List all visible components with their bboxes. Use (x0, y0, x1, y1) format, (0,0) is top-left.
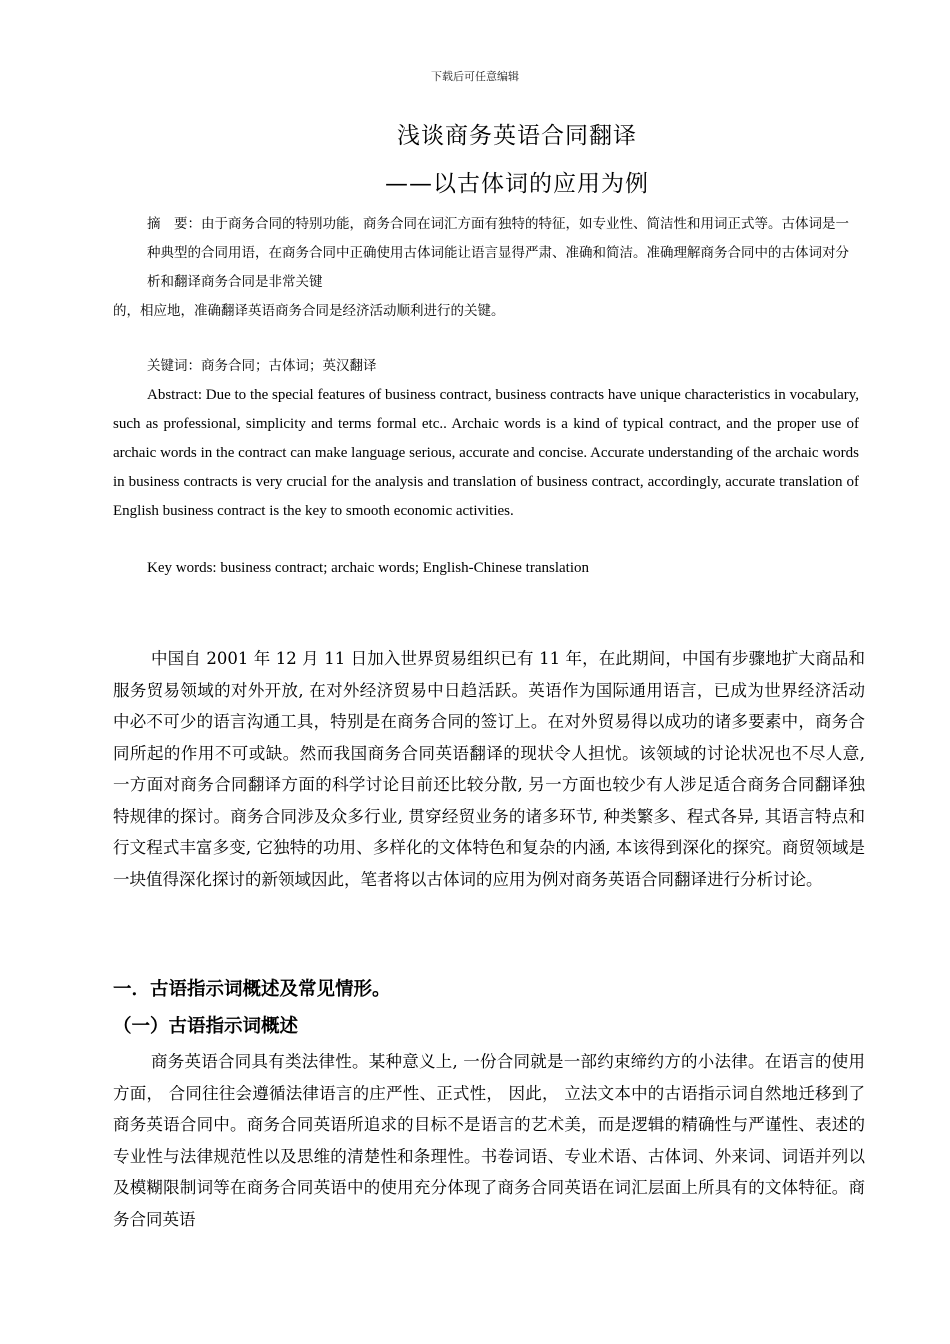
body-paragraph (113, 643, 865, 895)
keywords-chinese-text: 商务合同；古体词；英汉翻译 (201, 358, 377, 374)
abstract-chinese-text: 由于商务合同的特别功能，商务合同在词汇方面有独特的特征，如专业性、简洁性和用词正式等。古体词是一种典型的合同用语，在商务合同中正确使用古体词能让语言显得严肃、准确和简洁。准确理解商务合同中的古体词对分析和翻译商务合同是非常关键 (147, 216, 849, 290)
abstract-chinese-label: 摘 要： (147, 216, 201, 232)
header-note: 下载后可任意编辑 (431, 70, 519, 83)
abstract-english (113, 381, 859, 526)
section-heading: 一．古语指示词概述及常见情形。 (113, 979, 391, 1000)
subsection-heading: （一）古语指示词概述 (113, 1016, 299, 1037)
body-paragraph (113, 1046, 865, 1235)
page-subtitle: ——以古体词的应用为例 (385, 171, 649, 197)
section-paragraph: 商务英语合同具有类法律性。某种意义上, 一份合同就是一部约束缔约方的小法律。在语言的使用方面， 合同往往会遵循法律语言的庄严性、正式性， 因此， 立法文本中的古语指示词自然地迁移到了商务英语合同中。商务合同英语所追求的目标不是语言的艺术美，而是逻辑的精确性与严谨性、表述的专业性与法律规范性以及思维的清楚性和条理性。书卷词语、专业术语、古体词、外来词、词语并列以及模糊限制词等在商务合同英语中的使用充分体现了商务合同英语在词汇层面上所具有的文体特征。商务合同英语 (113, 1052, 865, 1229)
abstract-chinese-text-end: 的，相应地，准确翻译英语商务合同是经济活动顺利进行的关键。 (113, 303, 505, 319)
intro-paragraph: 中国自 2001 年 12 月 11 日加入世界贸易组织已有 11 年，在此期间，中国有步骤地扩大商品和服务贸易领域的对外开放, 在对外经济贸易中日趋活跃。英语作为国际通用语言，已成为世界经济活动中必不可少的语言沟通工具，特别是在商务合同的签订上。在对外贸易得以成功的诸多要素中，商务合同所起的作用不可或缺。然而我国商务合同英语翻译的现状令人担忧。该领域的讨论状况也不尽人意, 一方面对商务合同翻译方面的科学讨论目前还比较分散, 另一方面也较少有人涉足适合商务合同翻译独特规律的探讨。商务合同涉及众多行业, 贯穿经贸业务的诸多环节, 种类繁多、程式各异, 其语言特点和行文程式丰富多变, 它独特的功用、多样化的文体特色和复杂的内涵, 本该得到深化的探究。商贸领域是一块值得深化探讨的新领域因此，笔者将以古体词的应用为例对商务英语合同翻译进行分析讨论。 (113, 649, 865, 889)
page-title: 浅谈商务英语合同翻译 (397, 123, 637, 149)
abstract-english-text: Abstract: Due to the special features of business contract, business contracts have unique characteristics in vocabulary, such as professional, simplicity and terms formal etc.. Archaic words is a kind of typical contract, and the proper use of archaic words in the contract can make language serious, accurate and concise. Accurate understanding of the archaic words in business contracts is very crucial for the analysis and translation of business contract, accordingly, accurate translation of English business contract is the key to smooth economic activities. (113, 387, 859, 519)
abstract-chinese-body (113, 210, 859, 297)
keywords-chinese-label: 关键词： (147, 358, 201, 374)
keywords-chinese (147, 352, 377, 381)
keywords-english: Key words: business contract; archaic words; English-Chinese translation (147, 560, 589, 576)
abstract-chinese (113, 210, 859, 326)
